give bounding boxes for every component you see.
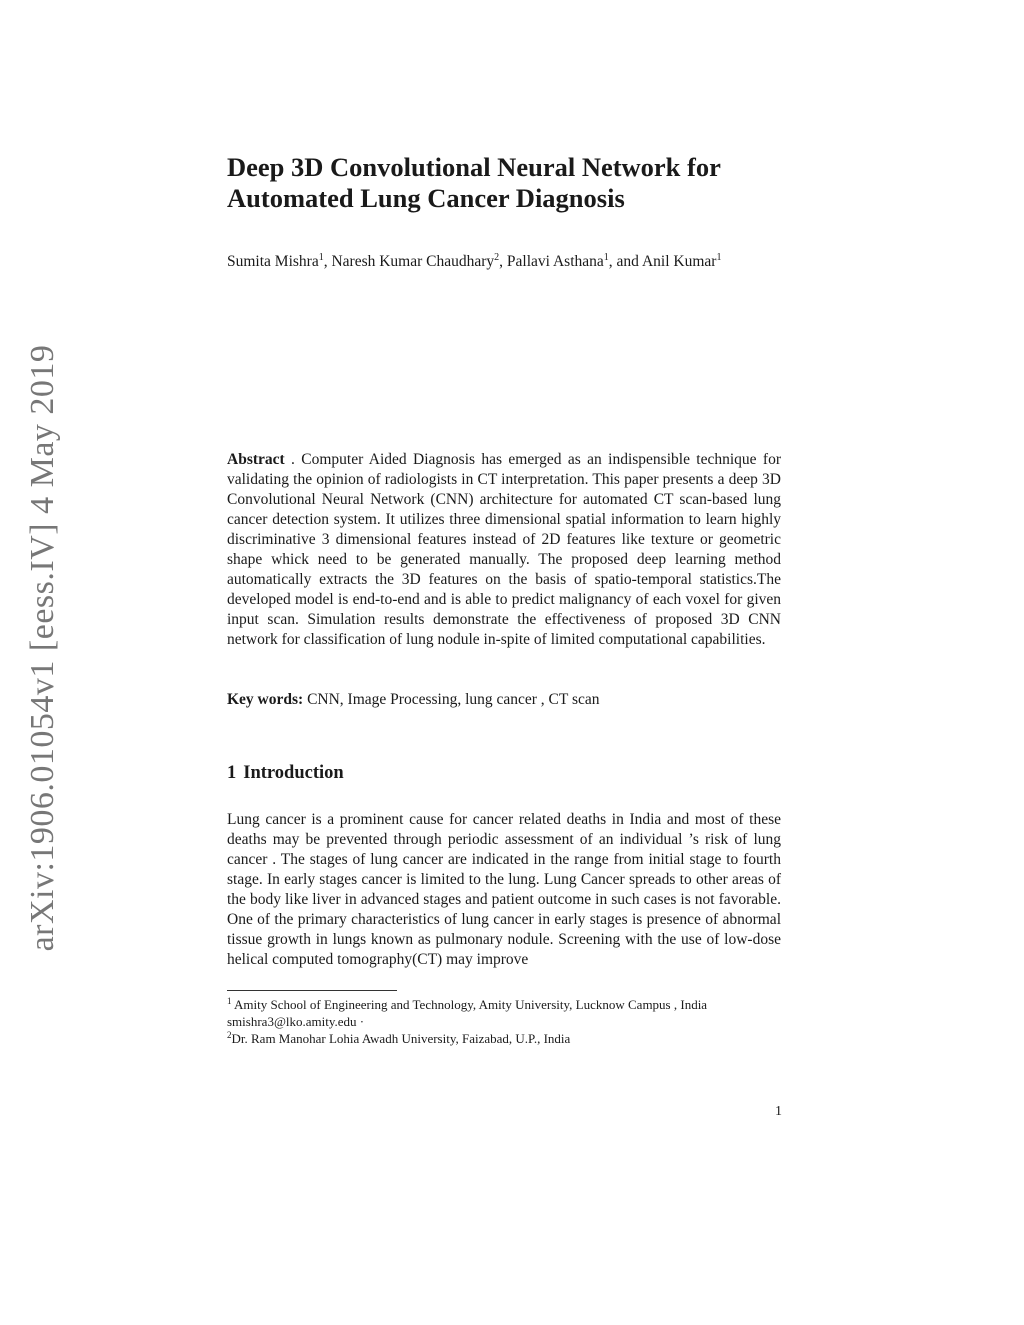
- author-separator: ,: [499, 253, 507, 270]
- footnote: [227, 1030, 787, 1047]
- footnote-text: Amity School of Engineering and Technology, Amity University, Lucknow Campus , India: [231, 997, 708, 1012]
- footnote-divider: [227, 990, 397, 991]
- section-heading-introduction: [227, 761, 344, 785]
- paper-title: [227, 152, 787, 214]
- section-number: 1: [227, 763, 237, 783]
- keywords: [227, 690, 781, 710]
- keywords-label: Key words:: [227, 691, 304, 708]
- introduction-paragraph: Lung cancer is a prominent cause for cancer related deaths in India and most of these deaths may be prevented through periodic assessment of an individual ’s risk of lung cancer . The stages of lung cancer are indicated in the range from initial stage to fourth stage. In early stages cancer is limited to the lung. Lung Cancer spreads to other areas of the body like liver in advanced stages and patient outcome in such cases is not favorable. One of the primary characteristics of lung cancer in early stages is presence of abnormal tissue growth in lungs known as pulmonary nodule. Screening with the use of low-dose helical computed tomography(CT) may improve: [227, 811, 781, 968]
- author-affiliation-mark: 1: [318, 252, 324, 263]
- title-line: Automated Lung Cancer Diagnosis: [227, 183, 625, 213]
- abstract: [227, 450, 781, 650]
- footnotes: [227, 996, 787, 1047]
- title-line: Deep 3D Convolutional Neural Network for: [227, 152, 721, 182]
- author-separator: ,: [323, 253, 332, 270]
- footnote-text: smishra3@lko.amity.edu ·: [227, 1014, 365, 1029]
- footnote: [227, 1013, 787, 1030]
- arxiv-identifier-stamp: arXiv:1906.01054v1 [eess.IV] 4 May 2019: [24, 344, 61, 952]
- author-name: Pallavi Asthana: [506, 253, 604, 270]
- footnote: [227, 996, 787, 1013]
- author-affiliation-mark: 1: [716, 252, 722, 263]
- author-name: Naresh Kumar Chaudhary: [331, 253, 495, 270]
- footnote-text: Dr. Ram Manohar Lohia Awadh University, Faizabad, U.P., India: [231, 1031, 571, 1046]
- abstract-label: Abstract: [227, 451, 285, 468]
- author-separator: , and: [608, 253, 642, 270]
- author-name: Anil Kumar: [641, 253, 717, 270]
- footnote-mark: 2: [227, 1030, 232, 1040]
- author-name: Sumita Mishra: [227, 253, 319, 270]
- page-number: 1: [775, 1104, 782, 1119]
- keywords-text: CNN, Image Processing, lung cancer , CT scan: [307, 691, 600, 708]
- author-affiliation-mark: 2: [494, 252, 500, 263]
- abstract-text: . Computer Aided Diagnosis has emerged as an indispensible technique for validating the opinion of radiologists in CT interpretation. This paper presents a deep 3D Convolutional Neural Network (CNN) architecture for automated CT scan-based lung cancer detection system. It utilizes three dimensional spatial information to learn highly discriminative 3 dimensional features instead of 2D features like texture or geometric shape whick need to be generated manually. The proposed deep learning method automatically extracts the 3D features on the basis of spatio-temporal statistics.The developed model is end-to-end and is able to predict malignancy of each voxel for given input scan. Simulation results demonstrate the effectiveness of proposed 3D CNN network for classification of lung nodule in-spite of limited computational capabilities.: [227, 451, 781, 648]
- author-list: [227, 252, 827, 272]
- section-title: Introduction: [243, 763, 344, 783]
- footnote-mark: 1: [227, 996, 232, 1006]
- author-affiliation-mark: 1: [603, 252, 609, 263]
